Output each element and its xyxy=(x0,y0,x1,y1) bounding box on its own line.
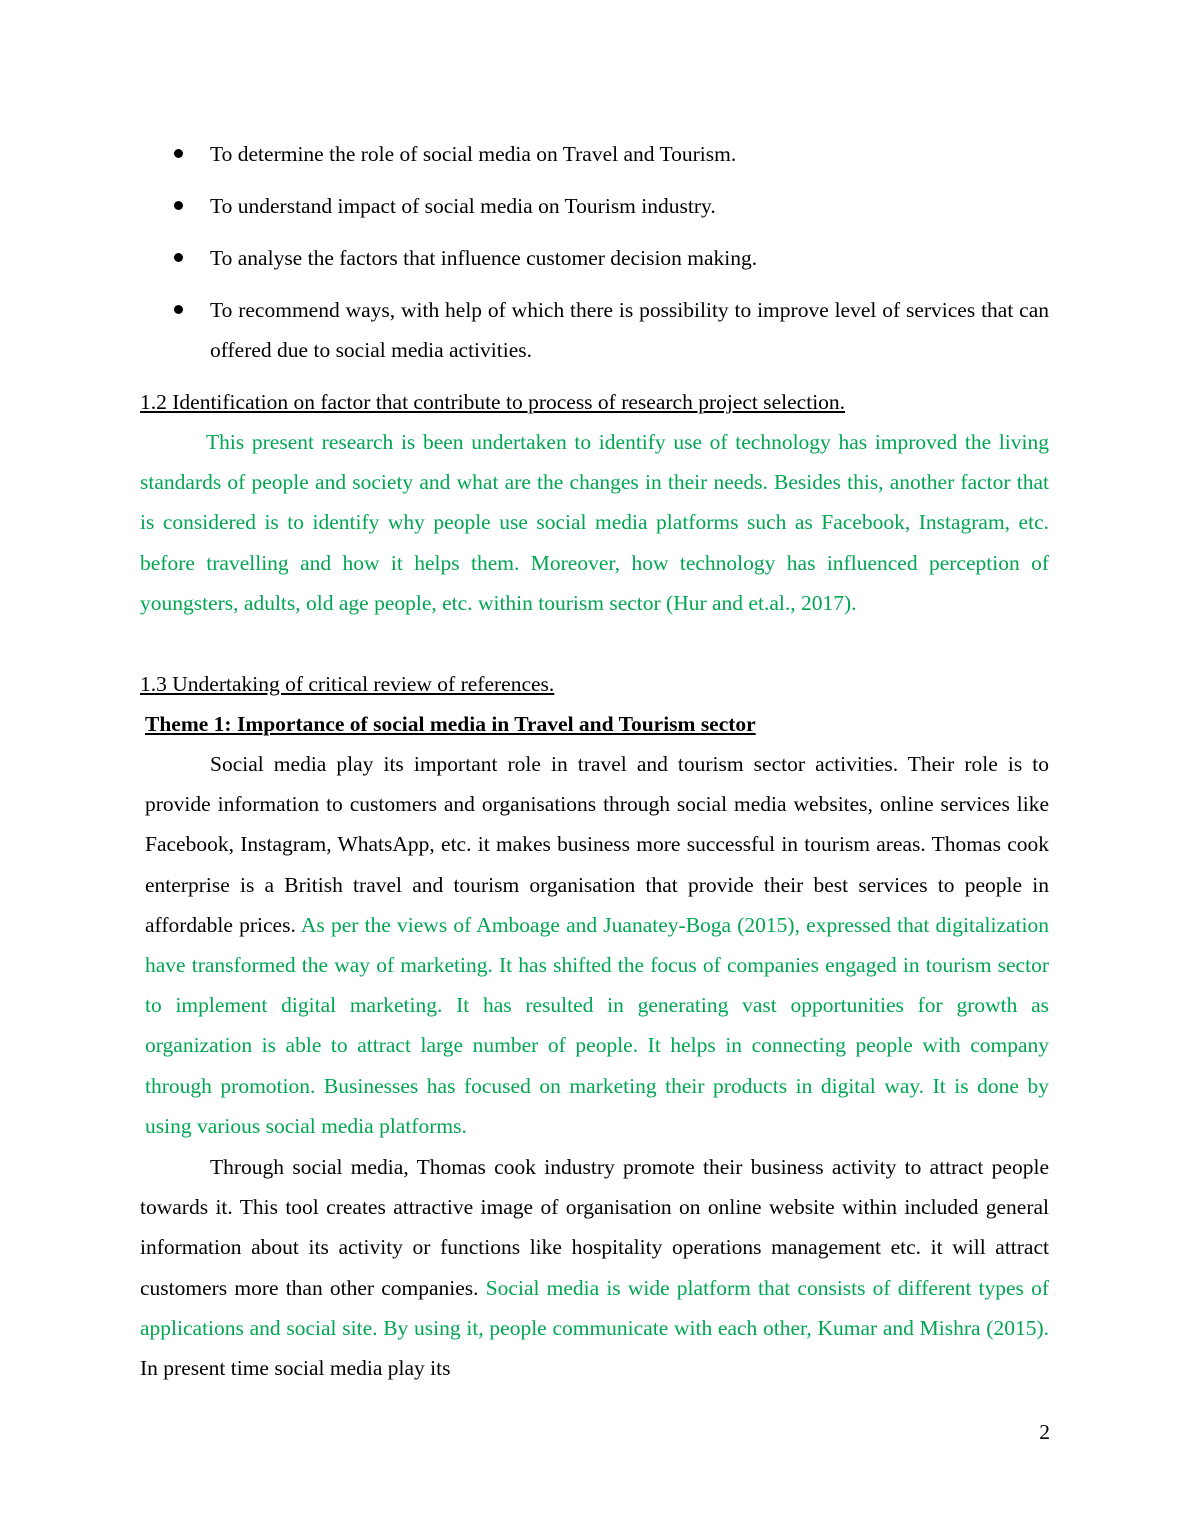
para1-black-text: Social media play its important role in travel and tourism sector activities. Their role is to provide information to customers and organisations through social media websites, online services like Facebook, Instagram, WhatsApp, etc. it makes business more successful in tourism areas. Thomas cook enterprise is a British travel and tourism organisation that provide their best services to people in affordable prices. xyxy=(145,752,1049,937)
bullet-icon xyxy=(174,253,183,262)
objective-text: To understand impact of social media on Tourism industry. xyxy=(210,194,716,218)
bullet-icon xyxy=(174,201,183,210)
list-item xyxy=(140,238,1049,278)
theme-paragraph-2 xyxy=(140,1147,1049,1388)
objective-text: To recommend ways, with help of which there is possibility to improve level of services that can offered due to social media activities. xyxy=(210,298,1049,362)
theme-title: Theme 1: Importance of social media in Travel and Tourism sector xyxy=(145,712,756,736)
bullet-icon xyxy=(174,305,183,314)
para2-green-citation: Social media is wide platform that consists of different types of applications and social site. By using it, people communicate with each other, Kumar and Mishra (2015). xyxy=(140,1275,1049,1340)
list-item xyxy=(140,290,1049,370)
theme-paragraph-1 xyxy=(145,744,1049,1146)
page-number: 2 xyxy=(1039,1420,1050,1444)
section-1-2-heading: 1.2 Identification on factor that contribute to process of research project selection. xyxy=(140,390,846,414)
objective-text: To analyse the factors that influence customer decision making. xyxy=(210,246,758,270)
objectives-list xyxy=(140,134,1049,382)
section-1-2-paragraph xyxy=(140,422,1049,623)
objective-text: To determine the role of social media on Travel and Tourism. xyxy=(210,142,737,166)
para2-black-text: Through social media, Thomas cook industry promote their business activity to attract people towards it. This tool creates attractive image of organisation on online website within included general information about its activity or functions like hospitality operations management etc. it will attract customers more than other companies. xyxy=(140,1155,1049,1300)
para2-tail-text: In present time social media play its xyxy=(140,1356,451,1381)
bullet-icon xyxy=(174,149,183,158)
para1-green-citation: As per the views of Amboage and Juanatey-Boga (2015), expressed that digitalization have transformed the way of marketing. It has shifted the focus of companies engaged in tourism sector to implement digital marketing. It has resulted in generating vast opportunities for growth as organization is able to attract large number of people. It helps in connecting people with company through promotion. Businesses has focused on marketing their products in digital way. It is done by using various social media platforms. xyxy=(145,912,1049,1138)
list-item xyxy=(140,186,1049,226)
section-1-2-text: This present research is been undertaken to identify use of technology has improved the living standards of people and society and what are the changes in their needs. Besides this, another factor that is considered is to identify why people use social media platforms such as Facebook, Instagram, etc. before travelling and how it helps them. Moreover, how technology has influenced perception of youngsters, adults, old age people, etc. within tourism sector (Hur and et.al., 2017). xyxy=(140,430,1049,615)
list-item xyxy=(140,134,1049,174)
section-1-3-heading: 1.3 Undertaking of critical review of references. xyxy=(140,672,555,696)
